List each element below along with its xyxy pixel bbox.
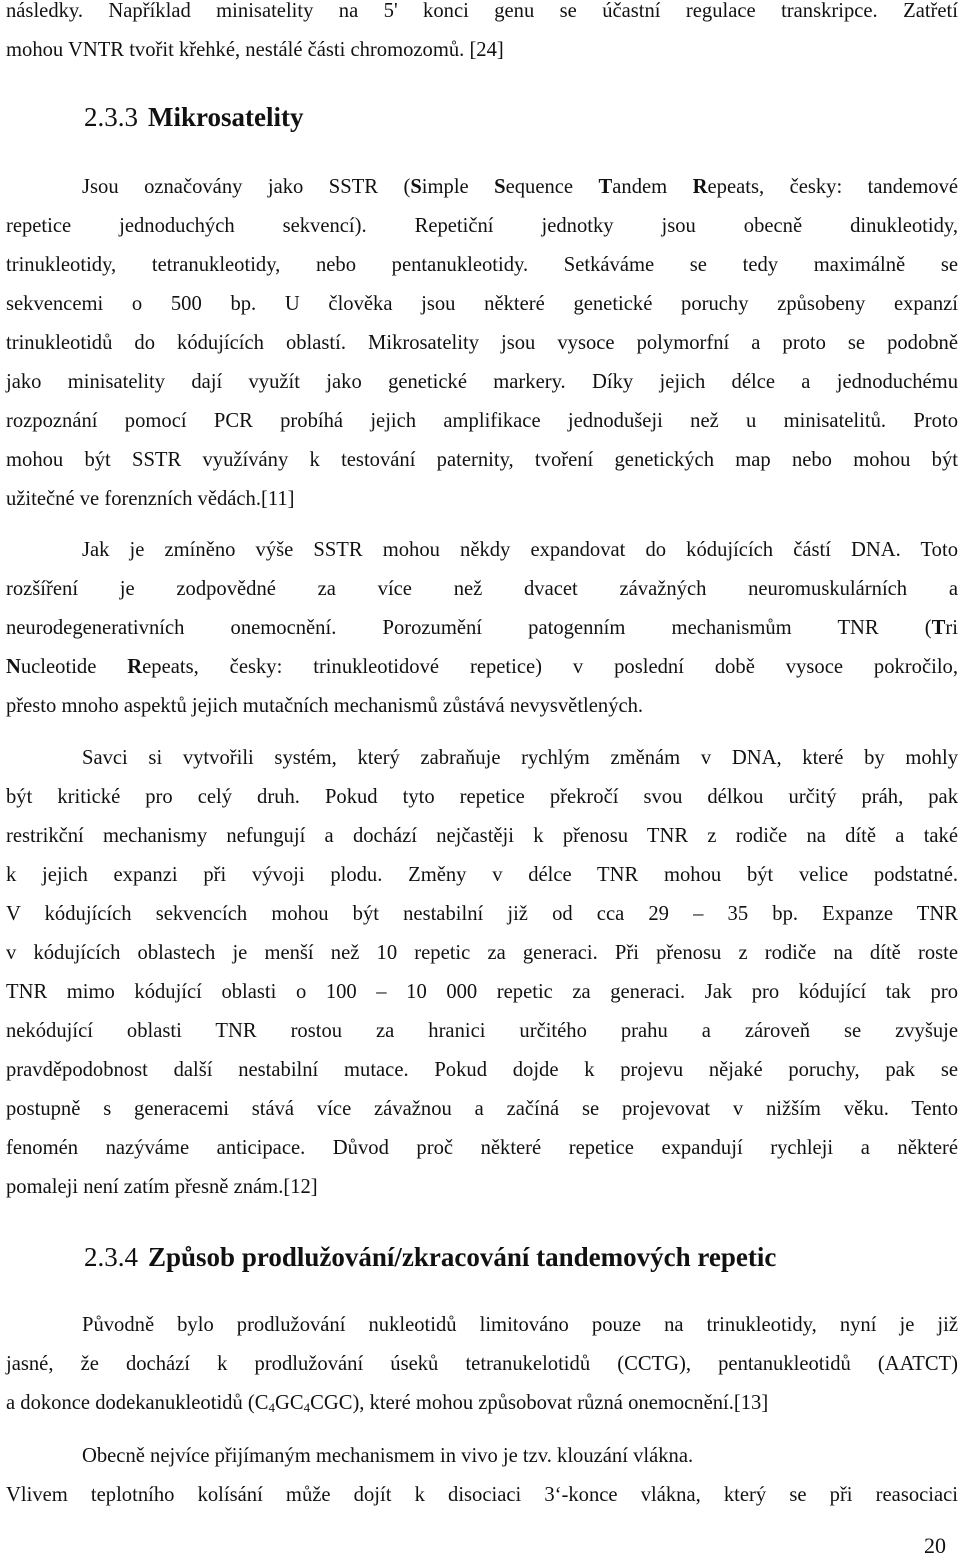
section-heading-2-3-3 bbox=[84, 100, 960, 134]
text-line: pravděpodobnost další nestabilní mutace. Pokud dojde k projevu nějaké poruchy, pak se bbox=[6, 1059, 958, 1081]
text-line: k jejich expanzi při vývoji plodu. Změny v délce TNR mohou být velice podstatné. bbox=[6, 864, 958, 886]
text-line: Nucleotide Repeats, česky: trinukleotidové repetice) v poslední době vysoce pokročilo, bbox=[6, 656, 958, 678]
text-line: jako minisatelity dají využít jako genetické markery. Díky jejich délce a jednoduchému bbox=[6, 371, 958, 393]
text-line: užitečné ve forenzních vědách.[11] bbox=[6, 488, 295, 510]
section-number: 2.3.4 bbox=[84, 1242, 138, 1272]
text-line: TNR mimo kódující oblasti o 100 – 10 000 repetic za generaci. Jak pro kódující tak pro bbox=[6, 981, 958, 1003]
section-title: Způsob prodlužování/zkracování tandemových repetic bbox=[148, 1242, 777, 1272]
text-line: v kódujících oblastech je menší než 10 repetic za generaci. Při přenosu z rodiče na dítě roste bbox=[6, 942, 958, 964]
text-line: trinukleotidů do kódujících oblastí. Mikrosatelity jsou vysoce polymorfní a proto se podobně bbox=[6, 332, 958, 354]
text-line: a dokonce dodekanukleotidů $(C_4GC_4CGC)$, které mohou způsobovat různá onemocnění.[13] bbox=[6, 1392, 769, 1415]
text-line: Obecně nejvíce přijímaným mechanismem in vivo je tzv. klouzání vlákna. bbox=[82, 1445, 694, 1467]
text-line: trinukleotidy, tetranukleotidy, nebo pentanukleotidy. Setkáváme se tedy maximálně se bbox=[6, 254, 958, 276]
text-line: rozpoznání pomocí PCR probíhá jejich amplifikace jednodušeji než u minisatelitů. Proto bbox=[6, 410, 958, 432]
text-line: následky. Například minisatelity na 5' konci genu se účastní regulace transkripce. Zatřetí bbox=[6, 0, 958, 22]
text-line: sekvencemi o 500 bp. U člověka jsou některé genetické poruchy způsobeny expanzí bbox=[6, 293, 958, 315]
section-title: Mikrosatelity bbox=[148, 102, 304, 132]
text-line: jasné, že dochází k prodlužování úseků tetranukelotidů (CCTG), pentanukleotidů (AATCT) bbox=[6, 1353, 958, 1375]
text-line: Původně bylo prodlužování nukleotidů limitováno pouze na trinukleotidy, nyní je již bbox=[82, 1314, 958, 1336]
text-line: mohou VNTR tvořit křehké, nestálé části chromozomů. [24] bbox=[6, 39, 504, 61]
text-line: repetice jednoduchých sekvencí). Repetiční jednotky jsou obecně dinukleotidy, bbox=[6, 215, 958, 237]
text-line: přesto mnoho aspektů jejich mutačních mechanismů zůstává nevysvětlených. bbox=[6, 695, 644, 717]
text-line: restrikční mechanismy nefungují a dochází nejčastěji k přenosu TNR z rodiče na dítě a také bbox=[6, 825, 958, 847]
text-line: rozšíření je zodpovědné za více než dvacet závažných neuromuskulárních a bbox=[6, 578, 958, 600]
text-line: Vlivem teplotního kolísání může dojít k disociaci 3‘-konce vlákna, který se při reasociaci bbox=[6, 1484, 958, 1506]
text-line: Jak je zmíněno výše SSTR mohou někdy expandovat do kódujících částí DNA. Toto bbox=[82, 539, 958, 561]
text-line: postupně s generacemi stává více závažnou a začíná se projevovat v nižším věku. Tento bbox=[6, 1098, 958, 1120]
text-line: V kódujících sekvencích mohou být nestabilní již od cca 29 – 35 bp. Expanze TNR bbox=[6, 903, 958, 925]
text-line: Jsou označovány jako SSTR (Simple Sequence Tandem Repeats, česky: tandemové bbox=[82, 176, 959, 198]
text-line: neurodegenerativních onemocnění. Porozumění patogenním mechanismům TNR (Tri bbox=[6, 617, 958, 639]
text-line: mohou být SSTR využívány k testování paternity, tvoření genetických map nebo mohou být bbox=[6, 449, 958, 471]
section-heading-2-3-4 bbox=[84, 1240, 960, 1274]
text-line: fenomén nazýváme anticipace. Důvod proč některé repetice expandují rychleji a některé bbox=[6, 1137, 958, 1159]
section-number: 2.3.3 bbox=[84, 102, 138, 132]
text-line: pomaleji není zatím přesně znám.[12] bbox=[6, 1176, 318, 1198]
text-line: být kritické pro celý druh. Pokud tyto repetice překročí svou délkou určitý práh, pak bbox=[6, 786, 958, 808]
text-line: Savci si vytvořili systém, který zabraňuje rychlým změnám v DNA, které by mohly bbox=[82, 747, 958, 769]
page-number: 20 bbox=[924, 1533, 946, 1558]
text-line: nekódující oblasti TNR rostou za hranici určitého prahu a zároveň se zvyšuje bbox=[6, 1020, 958, 1042]
